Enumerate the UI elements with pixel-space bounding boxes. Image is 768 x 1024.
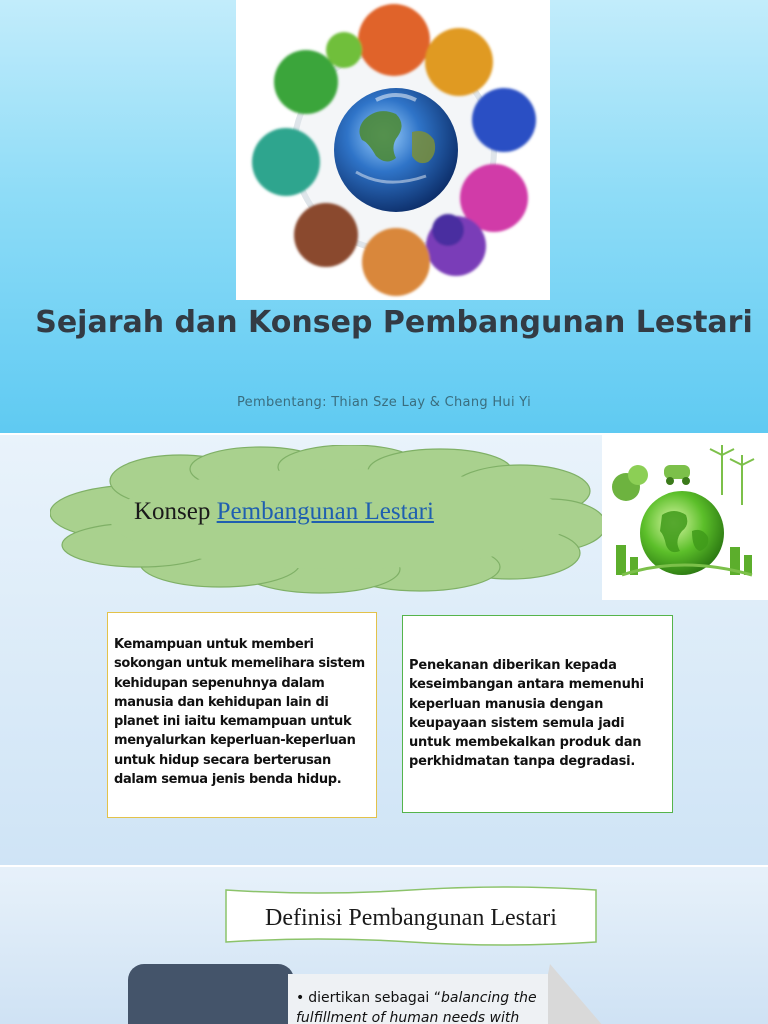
bullet-prefix: diertikan sebagai “ bbox=[308, 990, 441, 1006]
definition-bullet bbox=[296, 988, 586, 1024]
concept-slide bbox=[0, 435, 768, 865]
definition-slide bbox=[0, 867, 768, 1024]
title-slide bbox=[0, 0, 768, 433]
green-earth-eco-icon bbox=[602, 435, 768, 600]
dark-label-card bbox=[128, 964, 294, 1024]
concept-link[interactable]: Pembangunan Lestari bbox=[216, 498, 434, 525]
concept-heading-prefix: Konsep bbox=[134, 498, 217, 525]
bullet-italic-quote: balancing the fulfillment of human needs with bbox=[296, 990, 537, 1024]
definition-box-left: Kemampuan untuk memberi sokongan untuk memelihara sistem kehidupan sepenuhnya dalam manusia dan kehidupan lain di planet ini iaitu kemampuan untuk menyalurkan keperluan-keperluan untuk hidup secara berterusan dalam semua jenis benda hidup. bbox=[107, 612, 377, 818]
earth-with-colorful-trees-icon bbox=[236, 0, 550, 300]
slide-title: Sejarah dan Konsep Pembangunan Lestari bbox=[35, 305, 753, 340]
definition-box-right: Penekanan diberikan kepada keseimbangan antara memenuhi keperluan manusia dengan keupayaan sistem semula jadi untuk membekalkan produk dan perkhidmatan tanpa degradasi. bbox=[402, 615, 673, 813]
bullet-mark: • bbox=[296, 990, 305, 1006]
definition-title: Definisi Pembangunan Lestari bbox=[265, 905, 557, 931]
presenters-subtitle: Pembentang: Thian Sze Lay & Chang Hui Yi bbox=[237, 395, 531, 410]
concept-heading bbox=[134, 498, 434, 526]
